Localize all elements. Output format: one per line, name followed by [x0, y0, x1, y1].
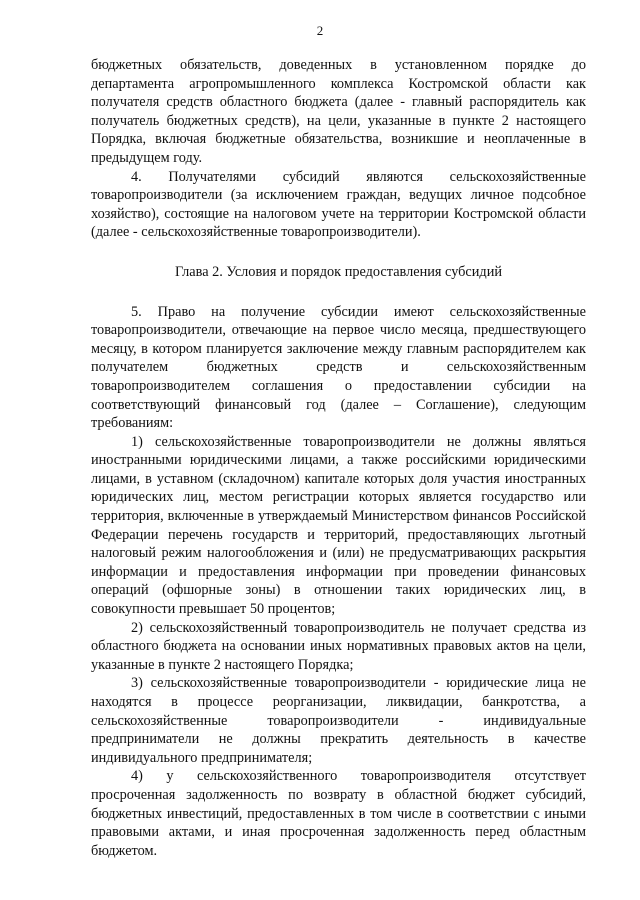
paragraph-requirement-1: 1) сельскохозяйственные товаропроизводители не должны являться иностранными юридическими лицами, а также российскими юридическими лицами, в уставном (складочном) капитале которых доля участия иностранных юридических лиц, местом регистрации которых является государство или территория, включенные в утверждаемый Министерством финансов Российской Федерации перечень государств и территорий, предоставляющих льготный налоговый режим налогообложения и (или) не предусматривающих раскрытия информации и предоставления информации при проведении финансовых операций (офшорные зоны) в отношении таких юридических лиц, в совокупности превышает 50 процентов; [91, 433, 586, 618]
paragraph-item-5-eligibility: 5. Право на получение субсидии имеют сельскохозяйственные товаропроизводители, отвечающие на первое число месяца, предшествующего месяцу, в котором планируется заключение между главным распорядителем как получателем бюджетных средств и сельскохозяйственным товаропроизводителем соглашения о предоставлении субсидии на соответствующий финансовый год (далее – Соглашение), следующим требованиям: [91, 303, 586, 432]
page-number: 2 [316, 23, 324, 38]
paragraph-budget-obligations: бюджетных обязательств, доведенных в установленном порядке до департамента агропромышленного комплекса Костромской области как получателя средств областного бюджета (далее - главный распорядитель как получатель бюджетных средств), на цели, указанные в пункте 2 настоящего Порядка, включая бюджетные обязательства, возникшие и неоплаченные в предыдущем году. [91, 57, 586, 166]
document-body [91, 56, 586, 860]
paragraph-requirement-4: 4) у сельскохозяйственного товаропроизводителя отсутствует просроченная задолженность по возврату в областной бюджет субсидий, бюджетных инвестиций, предоставленных в том числе в соответствии с иными правовыми актами, и иная просроченная задолженность перед областным бюджетом. [91, 768, 586, 859]
paragraph-requirement-2: 2) сельскохозяйственный товаропроизводитель не получает средства из областного бюджета на основании иных нормативных правовых актов на цели, указанные в пункте 2 настоящего Порядка; [91, 619, 586, 673]
chapter-heading: Глава 2. Условия и порядок предоставления субсидий [174, 263, 503, 280]
paragraph-item-4-recipients: 4. Получателями субсидий являются сельскохозяйственные товаропроизводители (за исключением граждан, ведущих личное подсобное хозяйство), состоящие на налоговом учете на территории Костромской области (далее - сельскохозяйственные товаропроизводители). [91, 168, 586, 241]
paragraph-requirement-3: 3) сельскохозяйственные товаропроизводители - юридические лица не находятся в процессе реорганизации, ликвидации, банкротства, а сельскохозяйственные товаропроизводители - индивидуальные предприниматели не должны прекратить деятельность в качестве индивидуального предпринимателя; [91, 675, 586, 766]
